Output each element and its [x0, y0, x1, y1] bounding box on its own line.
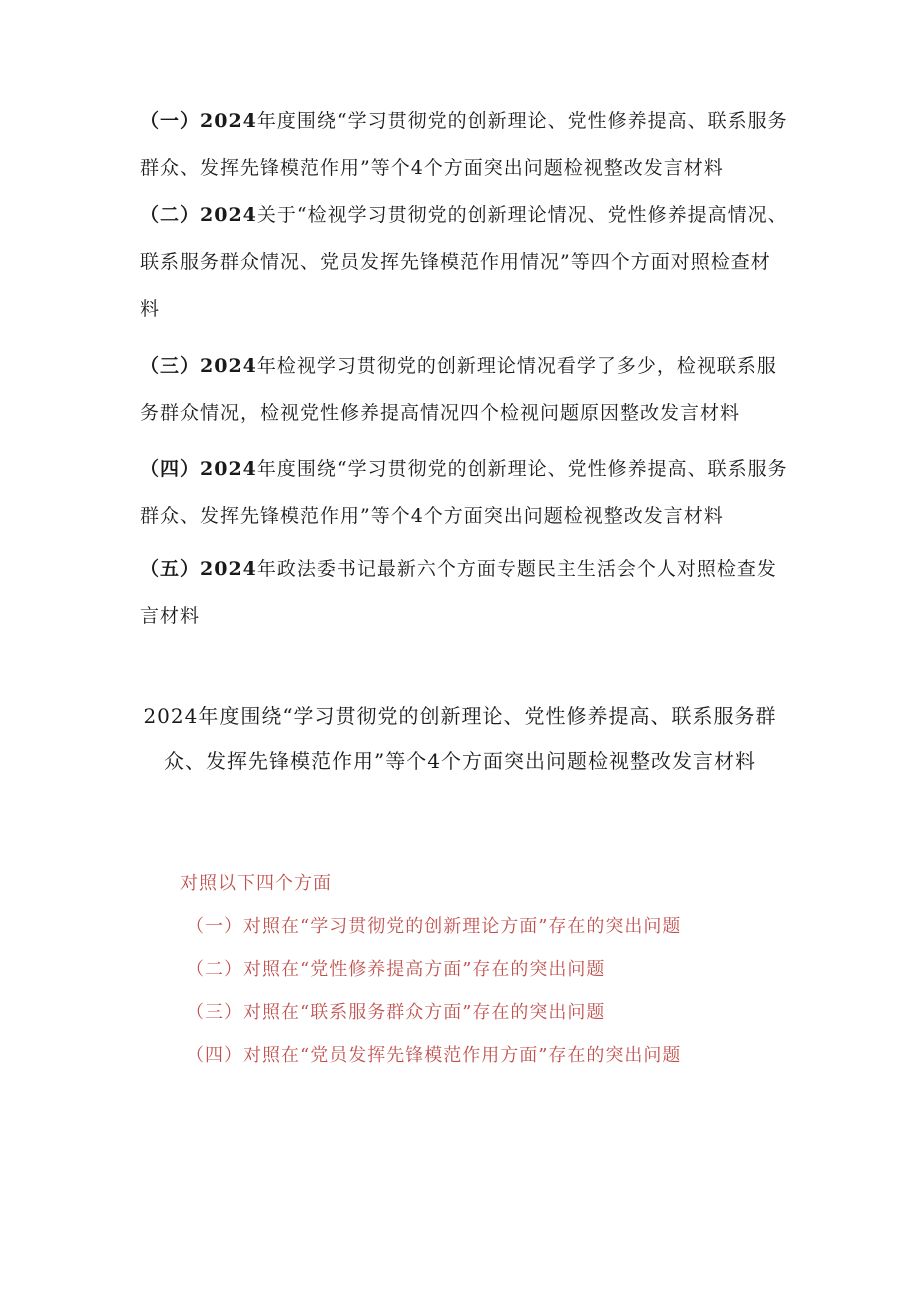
list-item — [140, 446, 790, 540]
list-item-text: 年度围绕“学习贯彻党的创新理论、党性修养提高、联系服务群众、发挥先锋模范作用”等个4个方面突出问题检视整改发言材料 — [140, 110, 788, 179]
list-item-number: （四）2024 — [140, 458, 257, 480]
list-item-number: （一）2024 — [140, 110, 257, 132]
list-item-text: 年检视学习贯彻党的创新理论情况看学了多少，检视联系服务群众情况，检视党性修养提高情况四个检视问题原因整改发言材料 — [140, 355, 777, 424]
section-point: （二）对照在“党性修养提高方面”存在的突出问题 — [186, 959, 606, 980]
list-item-text: 年度围绕“学习贯彻党的创新理论、党性修养提高、联系服务群众、发挥先锋模范作用”等个4个方面突出问题检视整改发言材料 — [140, 458, 788, 527]
list-item-number: （五）2024 — [140, 558, 257, 580]
list-item — [140, 343, 790, 437]
document-title: 2024年度围绕“学习贯彻党的创新理论、党性修养提高、联系服务群众、发挥先锋模范作用”等个4个方面突出问题检视整改发言材料 — [143, 704, 777, 773]
section-point: （三）对照在“联系服务群众方面”存在的突出问题 — [186, 1002, 606, 1023]
section-intro: 对照以下四个方面 — [180, 873, 332, 894]
section-point: （四）对照在“党员发挥先锋模范作用方面”存在的突出问题 — [186, 1045, 682, 1066]
list-item — [140, 192, 790, 333]
list-item-text: 年政法委书记最新六个方面专题民主生活会个人对照检查发言材料 — [140, 558, 777, 627]
list-item — [140, 98, 790, 192]
list-item-number: （三）2024 — [140, 355, 257, 377]
list-item-number: （二）2024 — [140, 204, 257, 226]
section-point: （一）对照在“学习贯彻党的创新理论方面”存在的突出问题 — [186, 916, 682, 937]
list-item-text: 关于“检视学习贯彻党的创新理论情况、党性修养提高情况、联系服务群众情况、党员发挥先锋模范作用情况”等四个方面对照检查材料 — [140, 204, 788, 320]
list-item — [140, 546, 790, 640]
